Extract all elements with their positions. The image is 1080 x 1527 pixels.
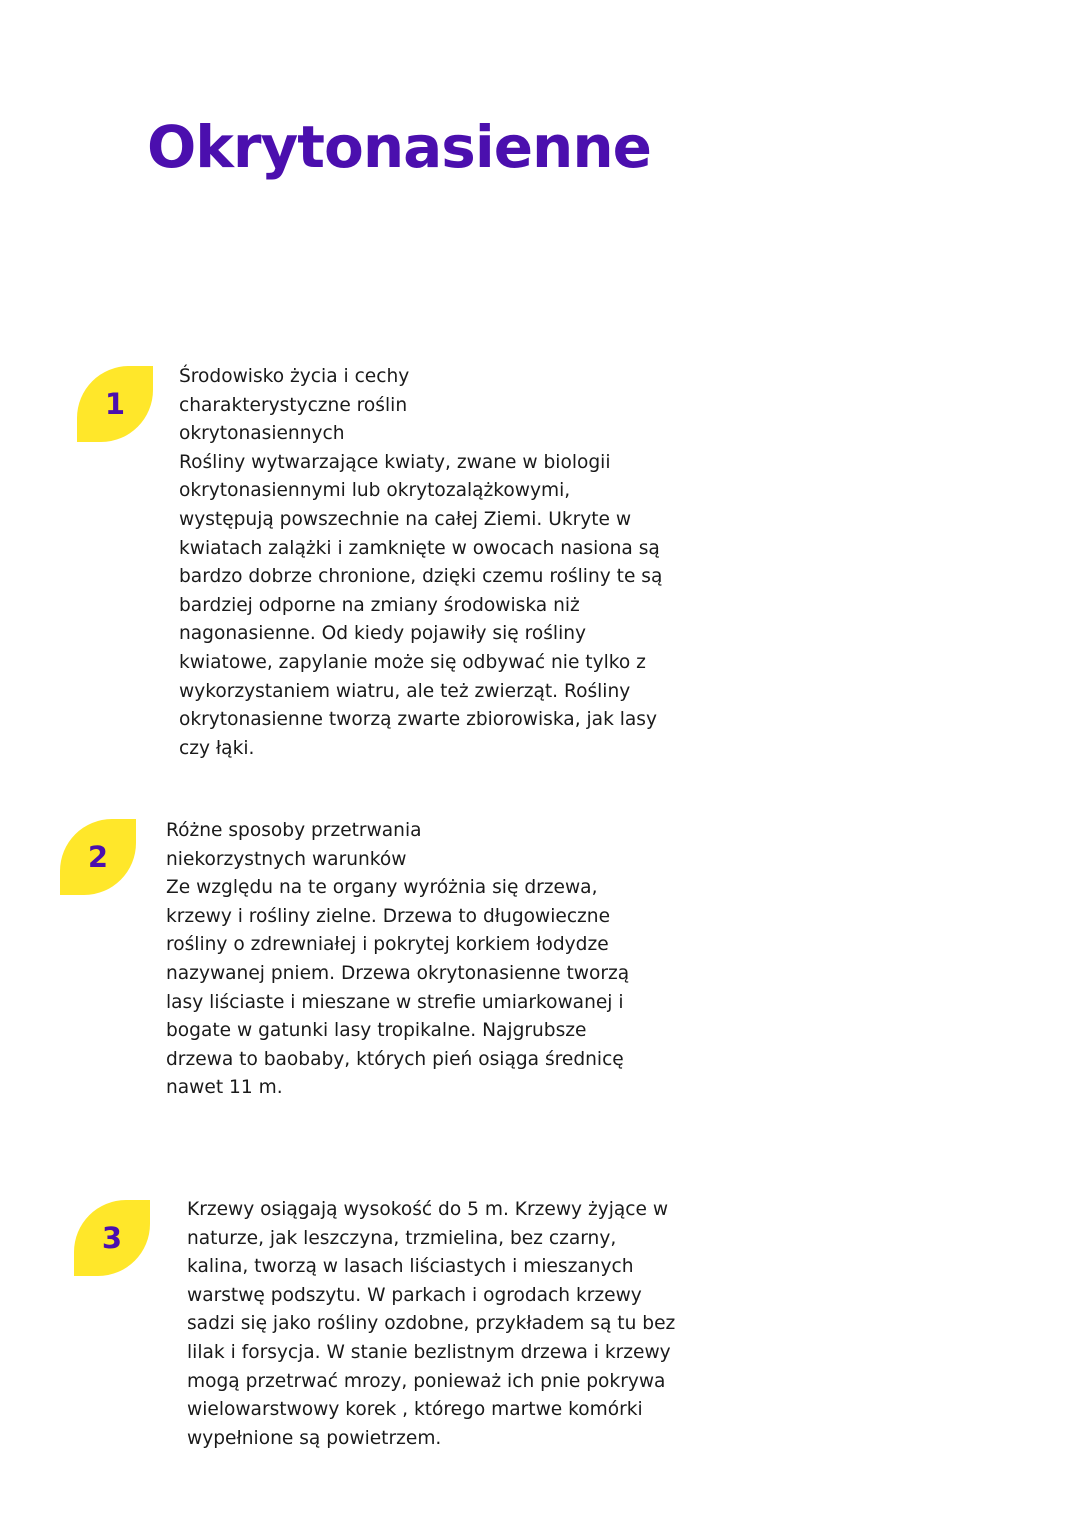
text-line: wielowarstwowy korek , którego martwe komórki — [187, 1399, 643, 1421]
text-line: wykorzystaniem wiatru, ale też zwierząt. Rośliny — [179, 680, 631, 702]
text-line: nawet 11 m. — [166, 1077, 283, 1099]
text-line: występują powszechnie na całej Ziemi. Ukryte w — [179, 508, 632, 530]
text-line: warstwę podszytu. W parkach i ogrodach krzewy — [187, 1284, 642, 1306]
text-line: drzewa to baobaby, których pień osiąga średnicę — [166, 1048, 624, 1070]
text-line: naturze, jak leszczyna, trzmielina, bez czarny, — [187, 1227, 617, 1249]
text-line: kwiatach zalążki i zamknięte w owocach nasiona są — [179, 537, 660, 559]
text-line: mogą przetrwać mrozy, ponieważ ich pnie pokrywa — [187, 1370, 666, 1392]
text-line: czy łąki. — [179, 737, 255, 759]
text-line: rośliny o zdrewniałej i pokrytej korkiem łodydze — [166, 934, 609, 956]
text-line: charakterystyczne roślin — [179, 394, 408, 416]
text-line: Ze względu na te organy wyróżnia się drzewa, — [166, 877, 598, 899]
text-line: Rośliny wytwarzające kwiaty, zwane w biologii — [179, 451, 611, 473]
text-line: Różne sposoby przetrwania — [166, 820, 422, 841]
text-line: okrytonasiennych — [179, 423, 345, 445]
text-line: nazywanej pniem. Drzewa okrytonasienne tworzą — [166, 962, 630, 984]
text-line: okrytonasienne tworzą zwarte zbiorowiska, jak lasy — [179, 709, 657, 731]
text-line: lasy liściaste i mieszane w strefie umiarkowanej i — [166, 991, 624, 1013]
text-line: Krzewy osiągają wysokość do 5 m. Krzewy żyjące w — [187, 1199, 669, 1220]
section-number-badge: 1 — [77, 366, 153, 442]
page-title: Okrytonasienne — [147, 113, 651, 181]
text-line: kalina, tworzą w lasach liściastych i mieszanych — [187, 1256, 634, 1278]
text-line: Środowisko życia i cechy — [179, 366, 410, 387]
text-line: wypełnione są powietrzem. — [187, 1427, 442, 1449]
text-line: krzewy i rośliny zielne. Drzewa to długowieczne — [166, 905, 611, 927]
section-text — [166, 817, 629, 1103]
section-number-badge: 2 — [60, 819, 136, 895]
text-line: kwiatowe, zapylanie może się odbywać nie tylko z — [179, 651, 646, 673]
text-line: bardzo dobrze chronione, dzięki czemu rośliny te są — [179, 566, 663, 588]
section-number-badge: 3 — [74, 1200, 150, 1276]
text-line: nagonasienne. Od kiedy pojawiły się rośliny — [179, 623, 587, 645]
section-text — [179, 363, 662, 763]
text-line: sadzi się jako rośliny ozdobne, przykładem są tu bez — [187, 1313, 676, 1335]
text-line: okrytonasiennymi lub okrytozalążkowymi, — [179, 480, 571, 502]
text-line: lilak i forsycja. W stanie bezlistnym drzewa i krzewy — [187, 1341, 671, 1363]
text-line: bogate w gatunki lasy tropikalne. Najgrubsze — [166, 1020, 587, 1042]
text-line: bardziej odporne na zmiany środowiska niż — [179, 594, 580, 616]
text-line: niekorzystnych warunków — [166, 848, 407, 870]
section-text — [187, 1196, 675, 1453]
